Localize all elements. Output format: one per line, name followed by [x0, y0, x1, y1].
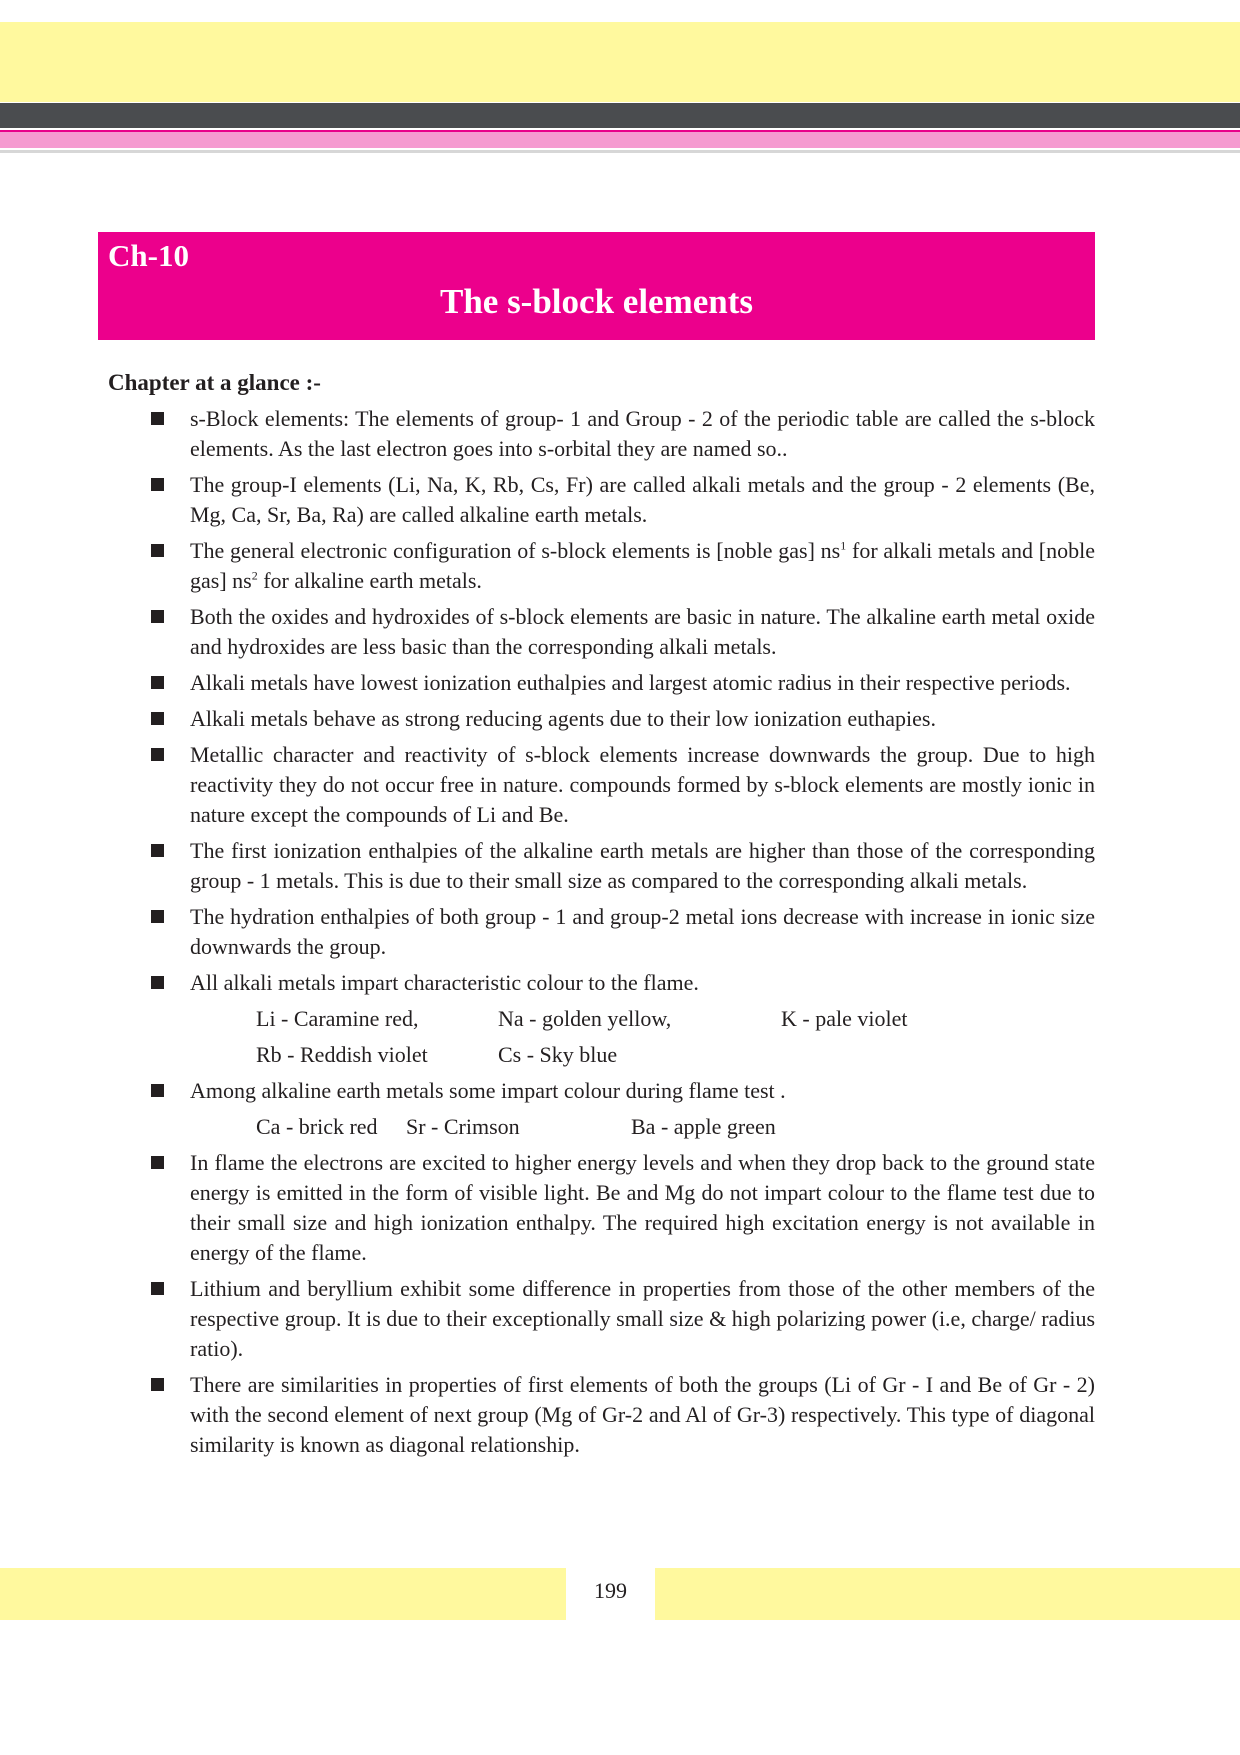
summary-list [108, 404, 1095, 998]
flame-colour: Cs - Sky blue [498, 1042, 618, 1067]
square-bullet-icon [151, 610, 164, 623]
list-item [108, 1274, 1095, 1364]
header-gray-line [0, 150, 1240, 153]
point-text: Alkali metals have lowest ionization euthalpies and largest atomic radius in their respective periods. [190, 670, 1071, 695]
point-text: Alkali metals behave as strong reducing agents due to their low ionization euthapies. [190, 706, 936, 731]
list-item [108, 740, 1095, 830]
point-text: Both the oxides and hydroxides of s-block elements are basic in nature. The alkaline earth metal oxide and hydroxides are less basic than the corresponding alkali metals. [190, 604, 1095, 659]
page-number: 199 [594, 1578, 627, 1603]
alkaline-earth-flame-row [108, 1112, 1095, 1142]
point-text: Among alkaline earth metals some impart colour during flame test . [190, 1078, 786, 1103]
flame-colour: Ca - brick red [256, 1114, 378, 1139]
point-text-part: for alkaline earth metals. [257, 568, 482, 593]
square-bullet-icon [151, 1084, 164, 1097]
square-bullet-icon [151, 748, 164, 761]
header-yellow-band [0, 22, 1240, 102]
square-bullet-icon [151, 676, 164, 689]
square-bullet-icon [151, 544, 164, 557]
summary-list [108, 1148, 1095, 1460]
square-bullet-icon [151, 712, 164, 725]
list-item [108, 968, 1095, 998]
square-bullet-icon [151, 976, 164, 989]
flame-colour: Na - golden yellow, [498, 1006, 672, 1031]
flame-colour: Li - Caramine red, [256, 1006, 419, 1031]
square-bullet-icon [151, 412, 164, 425]
flame-colour: Ba - apple green [631, 1114, 776, 1139]
point-text: The first ionization enthalpies of the alkaline earth metals are higher than those of the corresponding group - 1 metals. This is due to their small size as compared to the corresponding alkali metals. [190, 838, 1095, 893]
list-item [108, 602, 1095, 662]
list-item [108, 704, 1095, 734]
point-text: There are similarities in properties of first elements of both the groups (Li of Gr - I and Be of Gr - 2) with the second element of next group (Mg of Gr-2 and Al of Gr-3) respectively. This type of diagonal similarity is known as diagonal relationship. [190, 1372, 1095, 1457]
header-pink-band [0, 130, 1240, 148]
square-bullet-icon [151, 478, 164, 491]
point-text-part: for alkali metals and [noble gas] ns [190, 538, 1095, 593]
list-item [108, 668, 1095, 698]
chapter-banner [98, 232, 1095, 340]
superscript: 2 [251, 568, 258, 583]
list-item [108, 1148, 1095, 1268]
list-item [108, 836, 1095, 896]
superscript: 1 [840, 538, 847, 553]
square-bullet-icon [151, 910, 164, 923]
chapter-summary [108, 368, 1095, 1466]
alkali-flame-row [108, 1040, 1095, 1070]
chapter-title: The s-block elements [439, 282, 754, 321]
point-text: The hydration enthalpies of both group - 1 and group-2 metal ions decrease with increase in ionic size downwards the group. [190, 904, 1095, 959]
chapter-number: Ch-10 [108, 238, 189, 273]
square-bullet-icon [151, 1156, 164, 1169]
flame-colour: Rb - Reddish violet [256, 1042, 428, 1067]
square-bullet-icon [151, 1378, 164, 1391]
list-item [108, 470, 1095, 530]
header-dark-band [0, 103, 1240, 128]
flame-colour: Sr - Crimson [406, 1114, 520, 1139]
footer-yellow-band-right [655, 1568, 1240, 1620]
list-item [108, 1370, 1095, 1460]
alkali-flame-row [108, 1004, 1095, 1034]
list-item [108, 536, 1095, 596]
point-text: All alkali metals impart characteristic colour to the flame. [190, 970, 699, 995]
point-text: s-Block elements: The elements of group- 1 and Group - 2 of the periodic table are called the s-block elements. As the last electron goes into s-orbital they are named so.. [190, 406, 1095, 461]
point-text-part: The general electronic configuration of s-block elements is [noble gas] ns [190, 538, 841, 563]
glance-heading: Chapter at a glance :- [108, 370, 321, 395]
point-text: The group-I elements (Li, Na, K, Rb, Cs, Fr) are called alkali metals and the group - 2 elements (Be, Mg, Ca, Sr, Ba, Ra) are called alkaline earth metals. [190, 472, 1095, 527]
square-bullet-icon [151, 844, 164, 857]
summary-list [108, 1076, 1095, 1106]
flame-colour: K - pale violet [781, 1006, 908, 1031]
point-text: Lithium and beryllium exhibit some difference in properties from those of the other members of the respective group. It is due to their exceptionally small size & high polarizing power (i.e, charge/ radius ratio). [190, 1276, 1095, 1361]
point-text: In flame the electrons are excited to higher energy levels and when they drop back to the ground state energy is emitted in the form of visible light. Be and Mg do not impart colour to the flame test due to their small size and high ionization enthalpy. The required high excitation energy is not available in energy of the flame. [190, 1150, 1095, 1265]
list-item [108, 404, 1095, 464]
list-item [108, 902, 1095, 962]
list-item [108, 1076, 1095, 1106]
point-text: Metallic character and reactivity of s-block elements increase downwards the group. Due to high reactivity they do not occur free in nature. compounds formed by s-block elements are mostly ionic in nature except the compounds of Li and Be. [190, 742, 1095, 827]
footer-yellow-band-left [0, 1568, 566, 1620]
square-bullet-icon [151, 1282, 164, 1295]
